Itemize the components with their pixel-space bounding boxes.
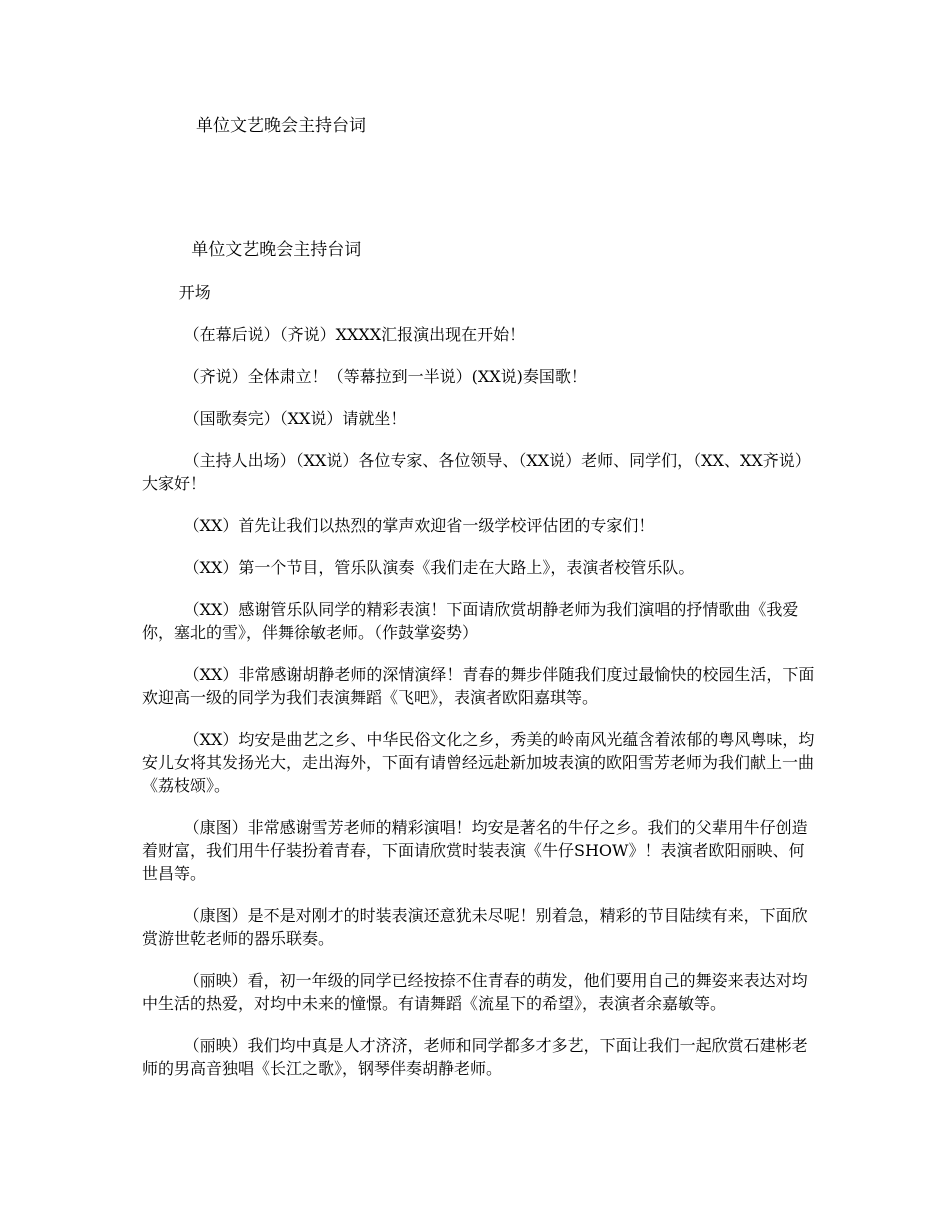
document-body <box>142 239 818 1099</box>
paragraph: （XX）第一个节目，管乐队演奏《我们走在大路上》，表演者校管乐队。 <box>183 558 695 577</box>
paragraph: （丽映）我们均中真是人才济济，老师和同学都多才多艺，下面让我们一起欣赏石建彬老师的男高音独唱《长江之歌》，钢琴伴奏胡静老师。 <box>142 1036 808 1078</box>
paragraph: （康图）是不是对刚才的时装表演还意犹未尽呢！别着急，精彩的节目陆续有来，下面欣赏游世乾老师的器乐联奏。 <box>142 906 808 948</box>
section-heading: 开场 <box>178 283 211 302</box>
paragraph: （国歌奏完）（XX说）请就坐！ <box>183 409 407 428</box>
paragraph: （在幕后说）（齐说）XXXX汇报演出现在开始！ <box>183 325 526 344</box>
paragraph: （XX）感谢管乐队同学的精彩表演！下面请欣赏胡静老师为我们演唱的抒情歌曲《我爱你，塞北的雪》，伴舞徐敏老师。（作鼓掌姿势） <box>142 600 799 642</box>
paragraph: （XX）非常感谢胡静老师的深情演绎！青春的舞步伴随我们度过最愉快的校园生活，下面欢迎高一级的同学为我们表演舞蹈《飞吧》，表演者欧阳嘉琪等。 <box>142 665 815 707</box>
document-title: 单位文艺晚会主持台词 <box>196 116 366 136</box>
paragraph: （XX）均安是曲艺之乡、中华民俗文化之乡，秀美的岭南风光蕴含着浓郁的粤风粤味，均安儿女将其发扬光大，走出海外，下面有请曾经远赴新加坡表演的欧阳雪芳老师为我们献上一曲《荔枝颂》。 <box>142 730 815 795</box>
paragraph: （主持人出场）（XX说）各位专家、各位领导、（XX说）老师、同学们，（XX、XX齐说）大家好！ <box>142 451 811 493</box>
paragraph: （丽映）看，初一年级的同学已经按捺不住青春的萌发，他们要用自己的舞姿来表达对均中生活的热爱，对均中未来的憧憬。有请舞蹈《流星下的希望》，表演者余嘉敏等。 <box>142 971 808 1013</box>
paragraph: （XX）首先让我们以热烈的掌声欢迎省一级学校评估团的专家们！ <box>183 516 655 535</box>
paragraph: （齐说）全体肃立！（等幕拉到一半说）(XX说)奏国歌！ <box>183 367 587 386</box>
paragraph: （康图）非常感谢雪芳老师的精彩演唱！均安是著名的牛仔之乡。我们的父辈用牛仔创造着财富，我们用牛仔装扮着青春，下面请欣赏时装表演《牛仔SHOW》！表演者欧阳丽映、何世昌等。 <box>142 818 808 883</box>
document-subtitle: 单位文艺晚会主持台词 <box>191 240 362 260</box>
